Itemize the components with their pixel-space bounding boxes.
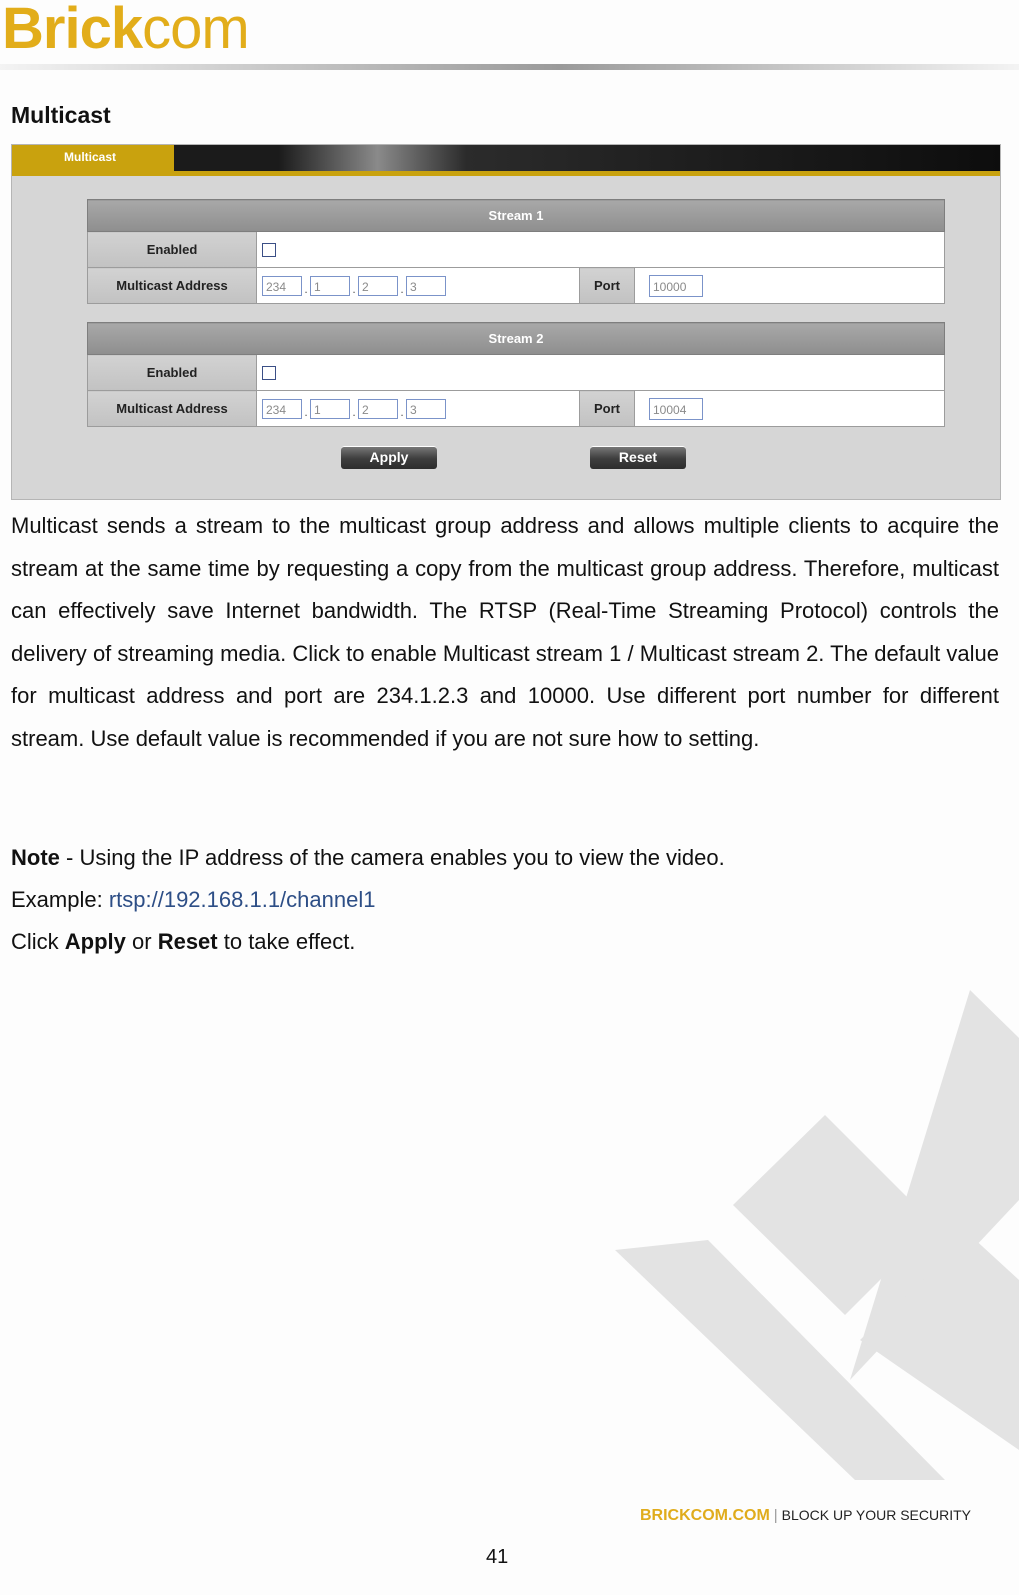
stream-2-enabled-cell (257, 355, 945, 391)
octet-dot: . (400, 281, 404, 296)
logo-brick: Brick (2, 0, 143, 61)
footer-separator: | (773, 1507, 778, 1524)
stream-1-octet-2[interactable]: 1 (310, 276, 350, 296)
octet-dot: . (304, 281, 308, 296)
stream-1-header: Stream 1 (88, 200, 945, 232)
note-text: - Using the IP address of the camera enables you to view the video. (59, 845, 725, 870)
octet-dot: . (400, 404, 404, 419)
stream-1-octet-4[interactable]: 3 (406, 276, 446, 296)
click-suffix: to take effect. (217, 929, 356, 954)
section-title: Multicast (11, 102, 111, 128)
stream-1-port-cell (635, 268, 945, 304)
stream-1-enabled-label: Enabled (88, 232, 257, 268)
stream-2-octet-1[interactable]: 234 (262, 399, 302, 419)
stream-2-port-input[interactable]: 10004 (649, 398, 703, 420)
footer-site[interactable]: BRICKCOM.COM (640, 1507, 770, 1524)
page-number: 41 (486, 1546, 509, 1568)
example-line (11, 885, 375, 915)
stream-2-enabled-checkbox[interactable] (262, 366, 276, 380)
tab-underline (12, 171, 1000, 176)
stream-1-address-cell (257, 268, 580, 304)
brickcom-logo (2, 0, 249, 60)
stream-1-octet-3[interactable]: 2 (358, 276, 398, 296)
stream-2-enabled-label: Enabled (88, 355, 257, 391)
stream-2-port-cell (635, 391, 945, 427)
stream-2-octet-2[interactable]: 1 (310, 399, 350, 419)
multicast-settings-panel (11, 144, 1001, 500)
description-paragraph: Multicast sends a stream to the multicast group address and allows multiple clients to acquire the stream at the same time by requesting a copy from the multicast group address. Therefore, multicast can effectively save Internet bandwidth. The RTSP (Real-Time Streaming Protocol) controls the delivery of streaming media. Click to enable Multicast stream 1 / Multicast stream 2. The default value for multicast address and port are 234.1.2.3 and 10000. Use different port number for different stream. Use default value is recommended if you are not sure how to setting. (11, 513, 999, 751)
click-apply: Apply (64, 929, 126, 954)
reset-button[interactable]: Reset (590, 446, 686, 469)
click-line (11, 927, 355, 957)
stream-2-table (87, 322, 945, 427)
stream-1-enabled-checkbox[interactable] (262, 243, 276, 257)
click-or: or (125, 929, 158, 954)
stream-2-octet-3[interactable]: 2 (358, 399, 398, 419)
example-link[interactable]: rtsp://192.168.1.1/channel1 (108, 887, 376, 912)
stream-2-header: Stream 2 (88, 323, 945, 355)
octet-dot: . (352, 281, 356, 296)
brick-watermark (600, 980, 1019, 1500)
apply-button[interactable]: Apply (341, 446, 437, 469)
click-reset: Reset (157, 929, 218, 954)
stream-1-port-label: Port (580, 268, 635, 304)
footer-tagline (640, 1507, 971, 1525)
footer-slogan: BLOCK UP YOUR SECURITY (781, 1507, 971, 1523)
stream-2-octet-4[interactable]: 3 (406, 399, 446, 419)
example-label: Example: (11, 887, 109, 912)
stream-2-port-label: Port (580, 391, 635, 427)
stream-1-port-input[interactable]: 10000 (649, 275, 703, 297)
note-label: Note (11, 845, 60, 870)
click-prefix: Click (11, 929, 65, 954)
stream-1-octet-1[interactable]: 234 (262, 276, 302, 296)
octet-dot: . (352, 404, 356, 419)
panel-top-bar (12, 145, 1000, 171)
tab-multicast[interactable]: Multicast (12, 145, 174, 171)
stream-2-address-cell (257, 391, 580, 427)
octet-dot: . (304, 404, 308, 419)
stream-1-enabled-cell (257, 232, 945, 268)
logo-com: com (142, 0, 249, 61)
stream-2-address-label: Multicast Address (88, 391, 257, 427)
header-divider (0, 64, 1019, 70)
note-line (11, 843, 725, 873)
stream-1-table (87, 199, 945, 304)
stream-1-address-label: Multicast Address (88, 268, 257, 304)
